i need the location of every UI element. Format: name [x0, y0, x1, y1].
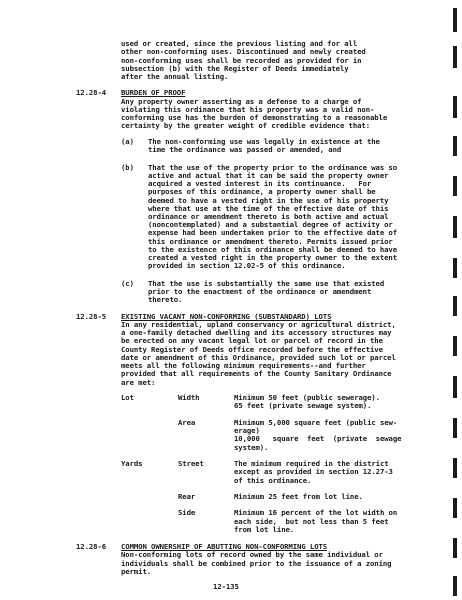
- table-cell-line: Minimum 16 percent of the lot width on: [234, 508, 398, 518]
- edge-mark: [453, 176, 457, 196]
- item-line: prior to the enactment of the ordinance or amendment: [148, 287, 372, 296]
- section-line: be erected on any vacant legal lot or parcel of record in the: [121, 336, 383, 346]
- item-line: deemed to have a vested right in the use of his property: [148, 195, 389, 205]
- item-line: ordinance or amendment thereto is both active and actual: [148, 211, 389, 221]
- table-cell-line: Minimum 50 feet (public sewerage).: [234, 393, 380, 403]
- item-line: provided in section 12.02-5 of this ordinance.: [148, 261, 346, 271]
- section-line: are met:: [121, 377, 156, 387]
- table-cell-line: 10,000 square feet (private sewage: [234, 434, 402, 444]
- section-line: date or amendment of this Ordinance, provided such lot or parcel: [121, 352, 396, 362]
- table-group-label-yards: Yards: [121, 459, 143, 468]
- item-line: to the existence of this ordinance shall be deemed to have: [148, 244, 398, 254]
- item-line: The non-conforming use was legally in existence at the: [148, 136, 380, 146]
- section-heading: BURDEN OF PROOF: [121, 88, 186, 98]
- section-line: Non-conforming lots of record owned by the same individual or: [121, 550, 383, 560]
- section-line: In any residential, upland conservancy or agricultural district,: [121, 319, 396, 329]
- section-line: meets all the following minimum requirements--and further: [121, 361, 366, 371]
- section-line: provided that all requirements of the County Sanitary Ordinance: [121, 369, 392, 379]
- edge-mark: [453, 258, 457, 278]
- section-number: 12.28-4: [76, 88, 107, 98]
- page-number: 12-135: [213, 581, 239, 591]
- table-cell-line: Minimum 5,000 square feet (public sew-: [234, 417, 398, 427]
- section-line: a one-family detached dwelling and its accessory structures may: [121, 328, 392, 338]
- section-number: 12.28-5: [76, 311, 107, 321]
- section-line: permit.: [121, 567, 152, 577]
- edge-mark: [453, 376, 457, 398]
- table-cell-line: erage): [234, 426, 260, 435]
- section-heading: EXISTING VACANT NON-CONFORMING (SUBSTANDARD) LOTS: [121, 311, 332, 321]
- intro-line: used or created, since the previous listing and for all: [121, 39, 358, 48]
- item-line: That the use is substantially the same use that existed: [148, 278, 385, 288]
- item-line: where that use at the time of the effective date of this: [148, 203, 389, 213]
- item-line: acquired a vested interest in its continuance. For: [148, 179, 372, 188]
- item-line: expense had been undertaken prior to the effective date of: [148, 228, 398, 238]
- table-cell-line: except as provided in section 12.27-3: [234, 467, 393, 477]
- table-cell-line: each side, but not less than 5 feet: [234, 516, 389, 526]
- item-line: created a vested right in the property owner to the extent: [148, 253, 398, 263]
- edge-mark: [453, 8, 457, 32]
- section-line: conforming use has the burden of demonstrating to a reasonable: [121, 113, 388, 123]
- table-row-label-rear: Rear: [178, 491, 196, 501]
- edge-mark: [453, 418, 457, 438]
- section-line: Any property owner asserting as a defense to a charge of: [121, 96, 362, 106]
- item-line: That the use of the property prior to the ordinance was so: [148, 162, 398, 172]
- table-cell-line: 65 feet (private sewage system).: [234, 401, 372, 411]
- intro-line: subsection (b) with the Register of Deeds immediately: [121, 63, 349, 73]
- section-number: 12.28-6: [76, 541, 107, 551]
- intro-line: non-conforming uses shall be recorded as provided for in: [121, 55, 362, 65]
- table-row-label-area: Area: [178, 417, 196, 427]
- edge-mark: [453, 538, 457, 558]
- item-line: active and actual that it can be said the property owner: [148, 170, 389, 180]
- table-cell-line: from lot line.: [234, 524, 295, 534]
- edge-mark: [453, 576, 457, 596]
- edge-mark: [453, 336, 457, 356]
- section-line: County Register of Deeds office recorded before the effective: [121, 344, 383, 354]
- section-line: violating this ordinance that his property was a valid non-: [121, 104, 375, 114]
- edge-mark: [453, 498, 457, 518]
- item-label: (c): [121, 278, 134, 288]
- table-cell-line: of this ordinance.: [234, 475, 312, 485]
- edge-mark: [453, 216, 457, 238]
- item-line: (noncontemplated) and a substantial degree of activity or: [148, 220, 393, 230]
- item-label: (b): [121, 162, 134, 172]
- table-cell-line: The minimum required in the district: [234, 459, 389, 468]
- edge-mark: [453, 458, 457, 478]
- section-line: individuals shall be combined prior to the issuance of a zoning: [121, 558, 392, 568]
- edge-mark: [453, 96, 457, 118]
- item-label: (a): [121, 136, 134, 146]
- item-line: thereto.: [148, 295, 183, 305]
- intro-line: other non-conforming uses. Discontinued and newly created: [121, 47, 366, 57]
- table-row-label-street: Street: [178, 459, 204, 468]
- table-row-label-width: Width: [178, 393, 200, 403]
- table-cell-line: system).: [234, 442, 269, 452]
- edge-mark: [453, 136, 457, 156]
- intro-line: after the annual listing.: [121, 71, 229, 81]
- table-cell-line: Minimum 25 feet from lot line.: [234, 491, 363, 501]
- item-line: purposes of this ordinance, a property owner shall be: [148, 187, 376, 197]
- edge-mark: [453, 46, 457, 68]
- item-line: time the ordinance was passed or amended, and: [148, 145, 342, 155]
- section-line: certainty by the greater weight of credible evidence that:: [121, 121, 371, 131]
- table-row-label-side: Side: [178, 508, 196, 518]
- edge-mark: [453, 296, 457, 316]
- item-line: this ordinance or amendment thereto. Permits issued prior: [148, 236, 393, 246]
- section-heading: COMMON OWNERSHIP OF ABUTTING NON-CONFORMING LOTS: [121, 541, 328, 551]
- table-group-label-lot: Lot: [121, 393, 134, 403]
